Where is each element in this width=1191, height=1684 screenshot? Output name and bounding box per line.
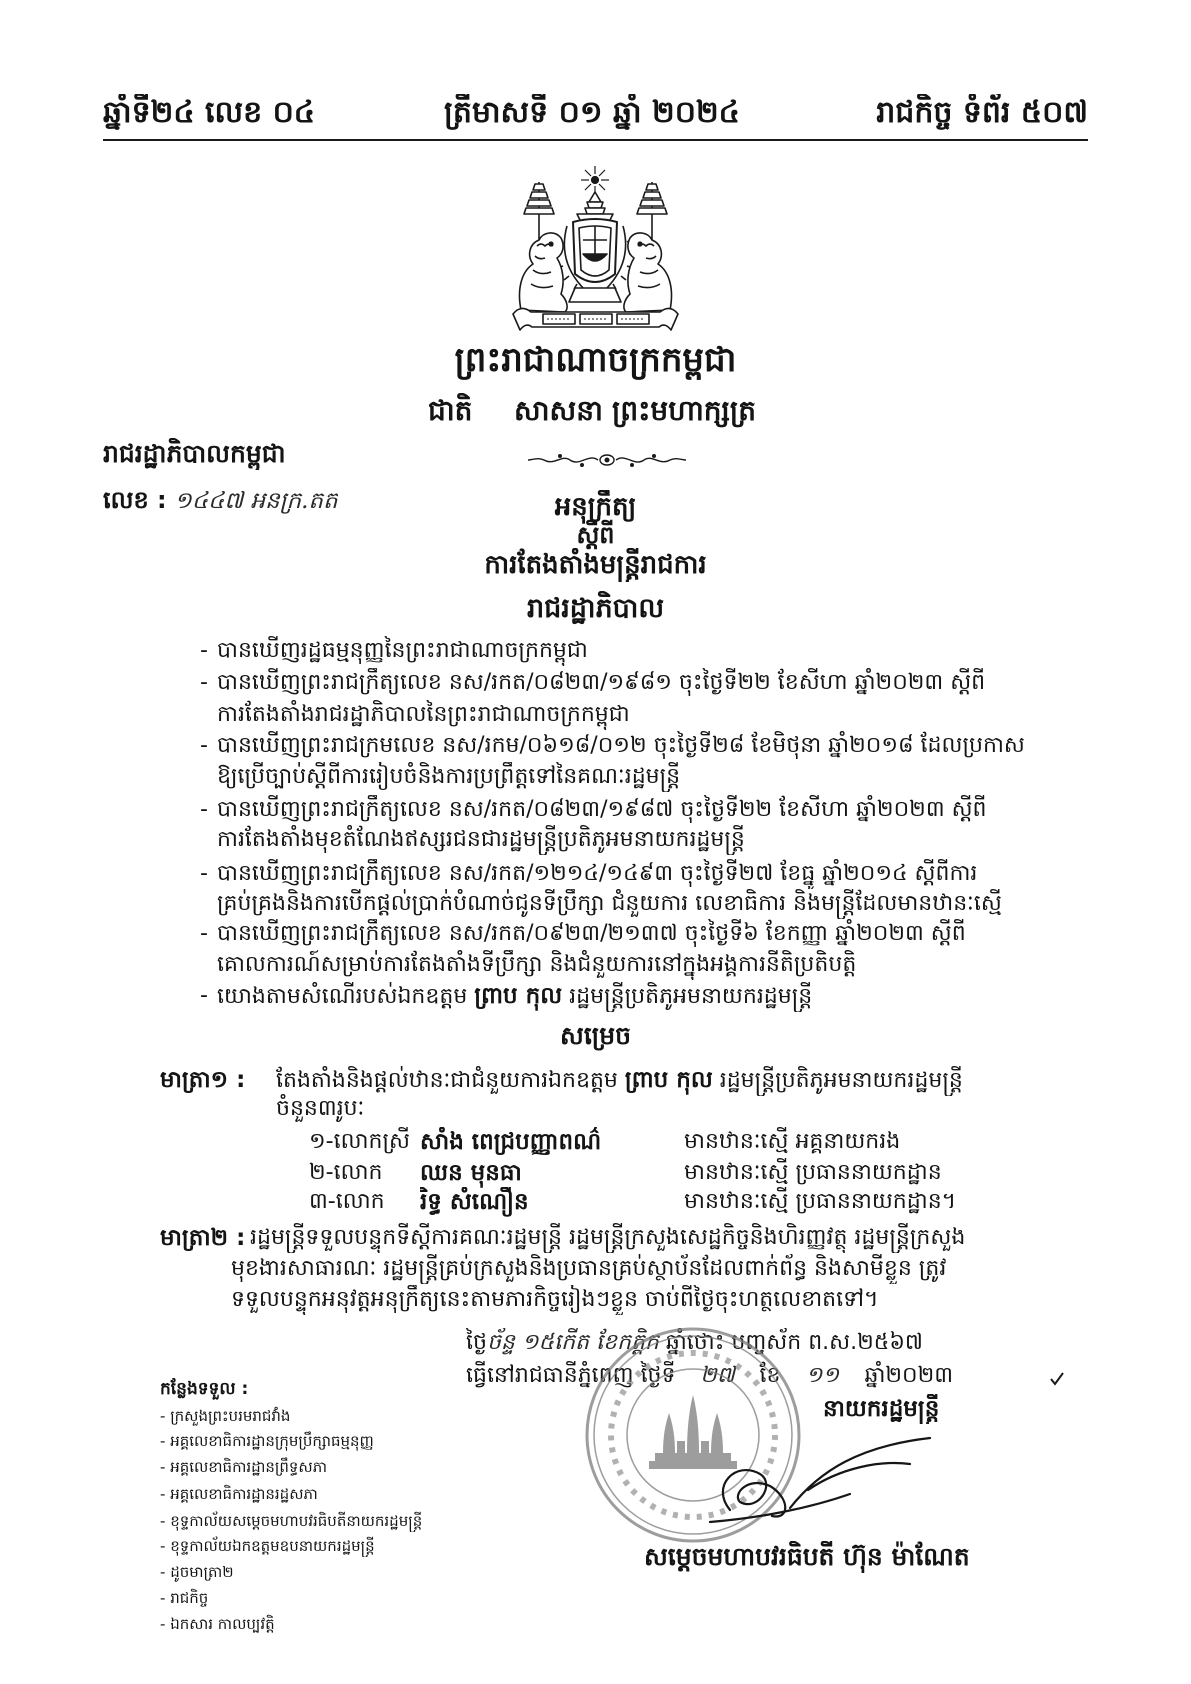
signing-day: ២៧ [700,1363,735,1388]
bullet-dash: - [200,638,208,663]
article-1-minister-name: ព្រាប កុល [624,1067,713,1093]
minister-title: រដ្ឋមន្ត្រីប្រតិភូអមនាយករដ្ឋមន្ត្រី [569,984,813,1009]
recipient-item: - ខុទ្ទកាល័យសម្តេចមហាបវរធិបតីនាយករដ្ឋមន្ត្រី [160,1510,422,1532]
recipient-item: - ដូចមាត្រា២ [160,1561,234,1583]
article-1-line-1 [276,1065,963,1096]
document-type: អនុក្រឹត្យ [554,492,637,522]
appointee-3-name: រិទ្ធ សំណឿន [420,1189,529,1215]
article-1-text: តែងតាំងនិងផ្តល់ឋានៈជាជំនួយការឯកឧត្តម [276,1068,618,1093]
kingdom-title: ព្រះរាជាណាចក្រកម្ពុជា [454,340,737,380]
article-1-line-2: ចំនួន៣រូបៈ [276,1096,365,1121]
appointee-3-rank: មានឋានៈស្មើ ប្រធាននាយកដ្ឋាន។ [684,1189,957,1214]
signing-month: ១១ [805,1363,840,1388]
appointee-2-name: ឈន មុនធា [420,1160,522,1186]
signing-year: ឆ្នាំ២០២៣ [864,1363,954,1388]
minister-name: ព្រាប កុល [474,983,563,1009]
signature-icon [640,1390,940,1530]
recipient-item: - ឯកសារ កាលប្បវត្តិ [160,1613,275,1635]
article-1-minister-title: រដ្ឋមន្ត្រីប្រតិភូអមនាយករដ្ឋមន្ត្រី [719,1068,963,1093]
preamble-item-3-line-1: បានឃើញព្រះរាជក្រមលេខ នស/រកម/០៦១៨/០១២ ចុះថ្ងៃទី២៨ ខែមិថុនា ឆ្នាំ២០១៨ ដែលប្រកាស [217,733,1025,758]
motto-religion: សាសនា [514,394,603,427]
header-rule [103,139,1088,141]
issuer-government: រាជរដ្ឋាភិបាលកម្ពុជា [103,439,286,468]
article-2-line-3: ទទួលបន្ទុកអនុវត្តអនុក្រឹត្យនេះតាមភារកិច្ចរៀងៗខ្លួន ចាប់ពីថ្ងៃចុះហត្ថលេខាតទៅ។ [231,1287,879,1312]
proposal-text: យោងតាមសំណើរបស់ឯកឧត្តម [217,984,468,1009]
bullet-dash: - [200,983,208,1008]
article-2-line-1: រដ្ឋមន្ត្រីទទួលបន្ទុកទីស្តីការគណៈរដ្ឋមន្ត្រី រដ្ឋមន្ត្រីក្រសួងសេដ្ឋកិច្ចនិងហិរញ្ញវត្ថុ រដ្ឋមន្ត្រីក្រសួង [250,1225,966,1250]
check-mark-icon [1050,1372,1064,1386]
bullet-dash: - [200,797,208,822]
preamble-item-1-line-1: បានឃើញរដ្ឋធម្មនុញ្ញនៃព្រះរាជាណាចក្រកម្ពុជា [217,638,588,663]
lunar-date-prefix: ថ្ងៃ [466,1330,487,1355]
left-lion-icon [520,233,568,312]
preamble-item-2-line-1: បានឃើញព្រះរាជក្រឹត្យលេខ នស/រកត/០៨២៣/១៩៨១ ចុះថ្ងៃទី២២ ខែសីហា ឆ្នាំ២០២៣ ស្តីពី [217,670,986,695]
document-subject: ការតែងតាំងមន្ត្រីរាជការ [484,550,707,580]
recipient-item: - រាជកិច្ច [160,1587,208,1609]
appointee-3-title: ៣-លោក [309,1189,385,1214]
recipient-item: - ក្រសួងព្រះបរមរាជវាំង [160,1405,290,1427]
ribbon-banner-icon [513,308,678,330]
gazette-quarter: ត្រីមាសទី ០១ ឆ្នាំ ២០២៤ [444,95,740,130]
ornament-divider-icon [526,451,688,469]
bullet-dash: - [200,861,208,886]
month-label: ខែ [759,1363,781,1388]
lunar-date-handwritten: ច័ន្ទ ១៥កើត ខែកត្តិក [486,1330,659,1355]
signatory-name: សម្តេចមហាបវរធិបតី ហ៊ុន ម៉ាណែត [644,1542,970,1571]
document-authority: រាជរដ្ឋាភិបាល [526,593,665,624]
signatory-role: នាយករដ្ឋមន្ត្រី [823,1396,940,1422]
appointee-2-rank: មានឋានៈស្មើ ប្រធាននាយកដ្ឋាន [684,1160,942,1185]
article-2-label: មាត្រា២ : [160,1225,246,1251]
recipient-item: - ខុទ្ទកាល័យឯកឧត្តមឧបនាយករដ្ឋមន្ត្រី [160,1535,375,1557]
decision-heading: សម្រេច [560,1021,631,1050]
article-1-label: មាត្រា១ : [160,1067,246,1093]
preamble-item-5-line-2: គ្រប់គ្រងនិងការបើកផ្តល់ប្រាក់បំណាច់ជូនទីប្រឹក្សា ជំនួយការ លេខាធិការ និងមន្ត្រីដែលមានឋានៈស្មើ [217,891,1002,916]
place-date-prefix: ធ្វើនៅរាជធានីភ្នំពេញ ថ្ងៃទី [466,1363,676,1388]
star-emblem-icon [581,166,609,192]
lunar-date-year: ឆ្នាំថោះ បញ្ចស័ក ព.ស.២៥៦៧ [665,1330,923,1355]
preamble-item-3-line-2: ឱ្យប្រើច្បាប់ស្តីពីការរៀបចំនិងការប្រព្រឹត្តទៅនៃគណៈរដ្ឋមន្ត្រី [217,764,681,789]
bullet-dash: - [200,733,208,758]
appointee-1-rank: មានឋានៈស្មើ អគ្គនាយករង [684,1129,901,1154]
motto-nation: ជាតិ [428,394,473,427]
royal-coat-of-arms-icon [503,162,688,336]
recipient-item: - អគ្គលេខាធិការដ្ឋានរដ្ឋសភា [160,1483,318,1505]
preamble-item-4-line-1: បានឃើញព្រះរាជក្រឹត្យលេខ នស/រកត/០៨២៣/១៩៨៧ ចុះថ្ងៃទី២២ ខែសីហា ឆ្នាំ២០២៣ ស្តីពី [217,797,987,822]
preamble-item-6-line-2: គោលការណ៍សម្រាប់ការតែងតាំងទីប្រឹក្សា និងជំនួយការនៅក្នុងអង្គការនីតិប្រតិបត្តិ [217,952,857,977]
document-about: ស្តីពី [576,521,615,549]
recipient-item: - អគ្គលេខាធិការដ្ឋានក្រុមប្រឹក្សាធម្មនុញ្ញ [160,1430,374,1452]
recipients-heading: កន្លែងទទួល : [160,1379,249,1399]
article-2-line-2: មុខងារសាធារណៈ រដ្ឋមន្ត្រីគ្រប់ក្រសួងនិងប្រធានគ្រប់ស្ថាប័នដែលពាក់ព័ន្ធ និងសាមីខ្លួន ត្រូវ [231,1256,947,1281]
preamble-item-5-line-1: បានឃើញព្រះរាជក្រឹត្យលេខ នស/រកត/១២១៤/១៤៩៣ ចុះថ្ងៃទី២៧ ខែធ្នូ ឆ្នាំ២០១៤ ស្តីពីការ [217,861,978,886]
gazette-page-number: រាជកិច្ច ទំព័រ ៥០៧ [876,95,1088,130]
appointee-2-title: ២-លោក [309,1160,383,1185]
reference-label: លេខ : [103,486,167,514]
gazette-issue: ឆ្នាំទី២៤ លេខ ០៤ [103,95,316,130]
recipient-item: - អគ្គលេខាធិការដ្ឋានព្រឹទ្ធសភា [160,1456,327,1478]
preamble-item-7 [217,981,812,1012]
bullet-dash: - [200,670,208,695]
preamble-item-6-line-1: បានឃើញព្រះរាជក្រឹត្យលេខ នស/រកត/០៩២៣/២១៣៧ ចុះថ្ងៃទី៦ ខែកញ្ញា ឆ្នាំ២០២៣ ស្តីពី [217,921,966,946]
reference-handwritten-number: ១៤៤៧ អនក្រ.តត [174,488,338,514]
preamble-item-2-line-2: ការតែងតាំងរាជរដ្ឋាភិបាលនៃព្រះរាជាណាចក្រកម្ពុជា [217,702,630,727]
appointee-1-name: សាំង ពេជ្របញ្ញាពណ៌ [420,1129,602,1155]
appointee-1-title: ១-លោកស្រី [309,1129,410,1154]
preamble-item-4-line-2: ការតែងតាំងមុខតំណែងឥស្សរជនជារដ្ឋមន្ត្រីប្រតិភូអមនាយករដ្ឋមន្ត្រី [217,827,745,852]
motto-king: ព្រះមហាក្សត្រ [612,394,756,427]
right-lion-icon [624,233,672,312]
bullet-dash: - [200,921,208,946]
